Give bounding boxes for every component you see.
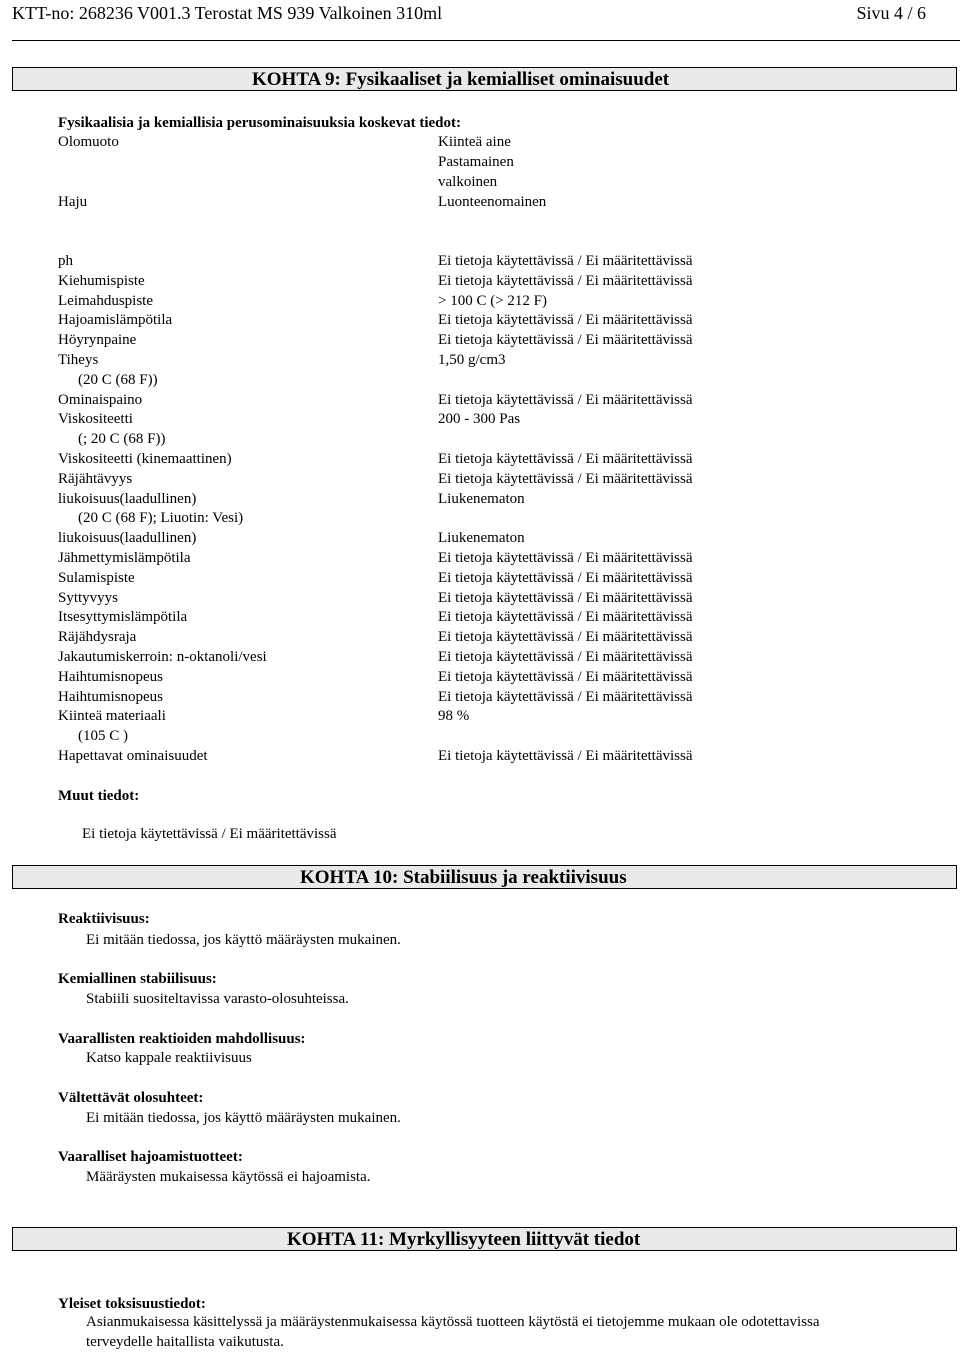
page-number: Sivu 4 / 6 — [856, 3, 926, 23]
chemical-stability-text: Stabiili suositeltavissa varasto-olosuhteissa. — [86, 991, 349, 1007]
property-value: Ei tietoja käytettävissä / Ei määritettävissä — [438, 332, 693, 348]
property-label: Jakautumiskerroin: n-oktanoli/vesi — [58, 649, 267, 665]
property-label: ph — [58, 253, 73, 269]
toxicity-text-line-1: Asianmukaisessa käsittelyssä ja määräystenmukaisessa käytössä tuotteen käytöstä ei tietojemme mukaan ole odotettavissa — [86, 1314, 820, 1330]
odor-label: Haju — [58, 194, 88, 210]
property-label: Räjähtävyys — [58, 471, 133, 487]
conditions-to-avoid-heading: Vältettävät olosuhteet: — [58, 1090, 204, 1106]
property-label: Sulamispiste — [58, 570, 135, 586]
property-value: Ei tietoja käytettävissä / Ei määritettävissä — [438, 629, 693, 645]
property-value: Ei tietoja käytettävissä / Ei määritettävissä — [438, 609, 693, 625]
property-label: (; 20 C (68 F)) — [78, 431, 166, 447]
property-value: Ei tietoja käytettävissä / Ei määritettävissä — [438, 649, 693, 665]
property-label: Haihtumisnopeus — [58, 669, 163, 685]
header-divider — [12, 40, 960, 41]
property-value: Ei tietoja käytettävissä / Ei määritettävissä — [438, 550, 693, 566]
property-label: Haihtumisnopeus — [58, 689, 163, 705]
document-header-id: KTT-no: 268236 V001.3 Terostat MS 939 Valkoinen 310ml — [12, 3, 443, 23]
toxicity-heading: Yleiset toksisuustiedot: — [58, 1296, 206, 1312]
property-value: Ei tietoja käytettävissä / Ei määritettävissä — [438, 471, 693, 487]
appearance-label: Olomuoto — [58, 134, 119, 150]
property-value: Ei tietoja käytettävissä / Ei määritettävissä — [438, 451, 693, 467]
property-value: Ei tietoja käytettävissä / Ei määritettävissä — [438, 570, 693, 586]
property-label: Itsesyttymislämpötila — [58, 609, 188, 625]
section-10-title: KOHTA 10: Stabiilisuus ja reaktiivisuus — [300, 867, 627, 888]
property-label: (20 C (68 F); Liuotin: Vesi) — [78, 510, 244, 526]
property-label: Syttyvyys — [58, 590, 119, 606]
property-value: > 100 C (> 212 F) — [438, 293, 548, 309]
property-label: Ominaispaino — [58, 392, 143, 408]
decomposition-products-heading: Vaaralliset hajoamistuotteet: — [58, 1149, 243, 1165]
toxicity-text-line-2: terveydelle haitallista vaikutusta. — [86, 1334, 284, 1350]
property-label: liukoisuus(laadullinen) — [58, 491, 197, 507]
property-value: 200 - 300 Pas — [438, 411, 521, 427]
appearance-value-1: Kiinteä aine — [438, 134, 511, 150]
property-value: Ei tietoja käytettävissä / Ei määritettävissä — [438, 392, 693, 408]
property-label: (20 C (68 F)) — [78, 372, 158, 388]
property-value: Ei tietoja käytettävissä / Ei määritettävissä — [438, 669, 693, 685]
appearance-value-2: Pastamainen — [438, 154, 514, 170]
property-label: Hajoamislämpötila — [58, 312, 173, 328]
hazardous-reactions-text: Katso kappale reaktiivisuus — [86, 1050, 252, 1066]
hazardous-reactions-heading: Vaarallisten reaktioiden mahdollisuus: — [58, 1031, 306, 1047]
property-label: Höyrynpaine — [58, 332, 137, 348]
property-value: Ei tietoja käytettävissä / Ei määritettävissä — [438, 273, 693, 289]
decomposition-products-text: Määräysten mukaisessa käytössä ei hajoamista. — [86, 1169, 371, 1185]
appearance-value-3: valkoinen — [438, 174, 498, 190]
property-value: 98 % — [438, 708, 470, 724]
section-9-title: KOHTA 9: Fysikaaliset ja kemialliset ominaisuudet — [252, 69, 670, 90]
property-label: Kiehumispiste — [58, 273, 145, 289]
property-label: Tiheys — [58, 352, 99, 368]
property-label: Viskositeetti — [58, 411, 133, 427]
property-value: Ei tietoja käytettävissä / Ei määritettävissä — [438, 312, 693, 328]
property-value: Ei tietoja käytettävissä / Ei määritettävissä — [438, 253, 693, 269]
conditions-to-avoid-text: Ei mitään tiedossa, jos käyttö määräysten mukainen. — [86, 1110, 401, 1126]
property-value: Liukenematon — [438, 491, 525, 507]
property-label: Leimahduspiste — [58, 293, 153, 309]
property-value: Ei tietoja käytettävissä / Ei määritettävissä — [438, 748, 693, 764]
other-info-heading: Muut tiedot: — [58, 788, 140, 804]
odor-value: Luonteenomainen — [438, 194, 547, 210]
property-label: Kiinteä materiaali — [58, 708, 166, 724]
basic-properties-heading: Fysikaalisia ja kemiallisia perusominaisuuksia koskevat tiedot: — [58, 115, 461, 131]
other-info-value: Ei tietoja käytettävissä / Ei määritettävissä — [82, 826, 337, 842]
property-label: Räjähdysraja — [58, 629, 137, 645]
section-11-title: KOHTA 11: Myrkyllisyyteen liittyvät tiedot — [287, 1229, 641, 1250]
property-label: Jähmettymislämpötila — [58, 550, 191, 566]
property-label: liukoisuus(laadullinen) — [58, 530, 197, 546]
property-value: Liukenematon — [438, 530, 525, 546]
property-label: Hapettavat ominaisuudet — [58, 748, 208, 764]
property-value: Ei tietoja käytettävissä / Ei määritettävissä — [438, 590, 693, 606]
chemical-stability-heading: Kemiallinen stabiilisuus: — [58, 971, 217, 987]
property-value: 1,50 g/cm3 — [438, 352, 506, 368]
property-label: Viskositeetti (kinemaattinen) — [58, 451, 232, 467]
property-label: (105 C ) — [78, 728, 128, 744]
property-value: Ei tietoja käytettävissä / Ei määritettävissä — [438, 689, 693, 705]
reactivity-heading: Reaktiivisuus: — [58, 911, 150, 927]
reactivity-text: Ei mitään tiedossa, jos käyttö määräysten mukainen. — [86, 932, 401, 948]
